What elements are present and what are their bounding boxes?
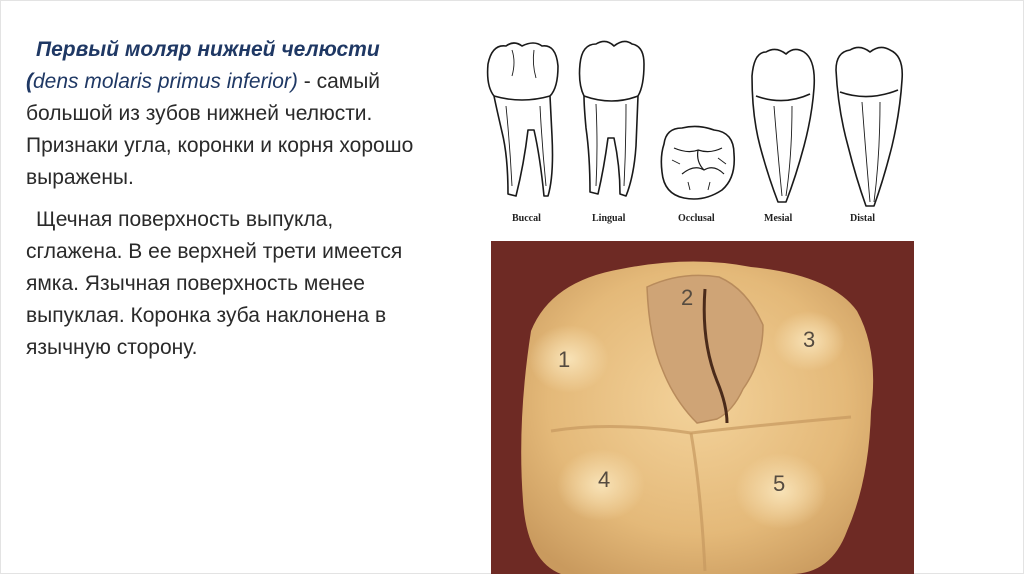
- tooth-crown-svg: [491, 241, 914, 574]
- tooth-views-svg: [482, 36, 912, 236]
- label-occlusal: Occlusal: [678, 213, 715, 224]
- tooth-views-drawing: [482, 36, 912, 236]
- cusp-number-2: 2: [681, 285, 694, 310]
- distal-view-tooth: [836, 47, 902, 206]
- latin-name: dens molaris primus inferior): [33, 70, 298, 93]
- slide-title: Первый моляр нижней челюсти (: [26, 38, 380, 93]
- intro-description: - самый большой из зубов нижней челюсти. Признаки угла, коронки и корня хорошо выражены.: [26, 70, 414, 189]
- slide-text: [26, 34, 426, 364]
- label-lingual: Lingual: [592, 213, 626, 224]
- cusp-number-3: 3: [803, 327, 816, 352]
- mesial-view-tooth: [752, 49, 814, 202]
- buccal-view-tooth: [488, 43, 558, 196]
- label-mesial: Mesial: [764, 213, 793, 224]
- occlusal-photo: [491, 241, 914, 574]
- lingual-view-tooth: [580, 41, 645, 196]
- cusp-number-5: 5: [773, 471, 786, 496]
- surface-description: Щечная поверхность выпукла, сглажена. В ее верхней трети имеется ямка. Язычная поверхность менее выпуклая. Коронка зуба наклонена в язычную сторону.: [26, 208, 403, 359]
- label-buccal: Buccal: [512, 213, 541, 224]
- occlusal-view-tooth: [661, 126, 734, 199]
- intro-paragraph: [26, 34, 426, 194]
- cusp-number-1: 1: [558, 347, 571, 372]
- cusp-number-4: 4: [598, 467, 611, 492]
- label-distal: Distal: [850, 213, 875, 224]
